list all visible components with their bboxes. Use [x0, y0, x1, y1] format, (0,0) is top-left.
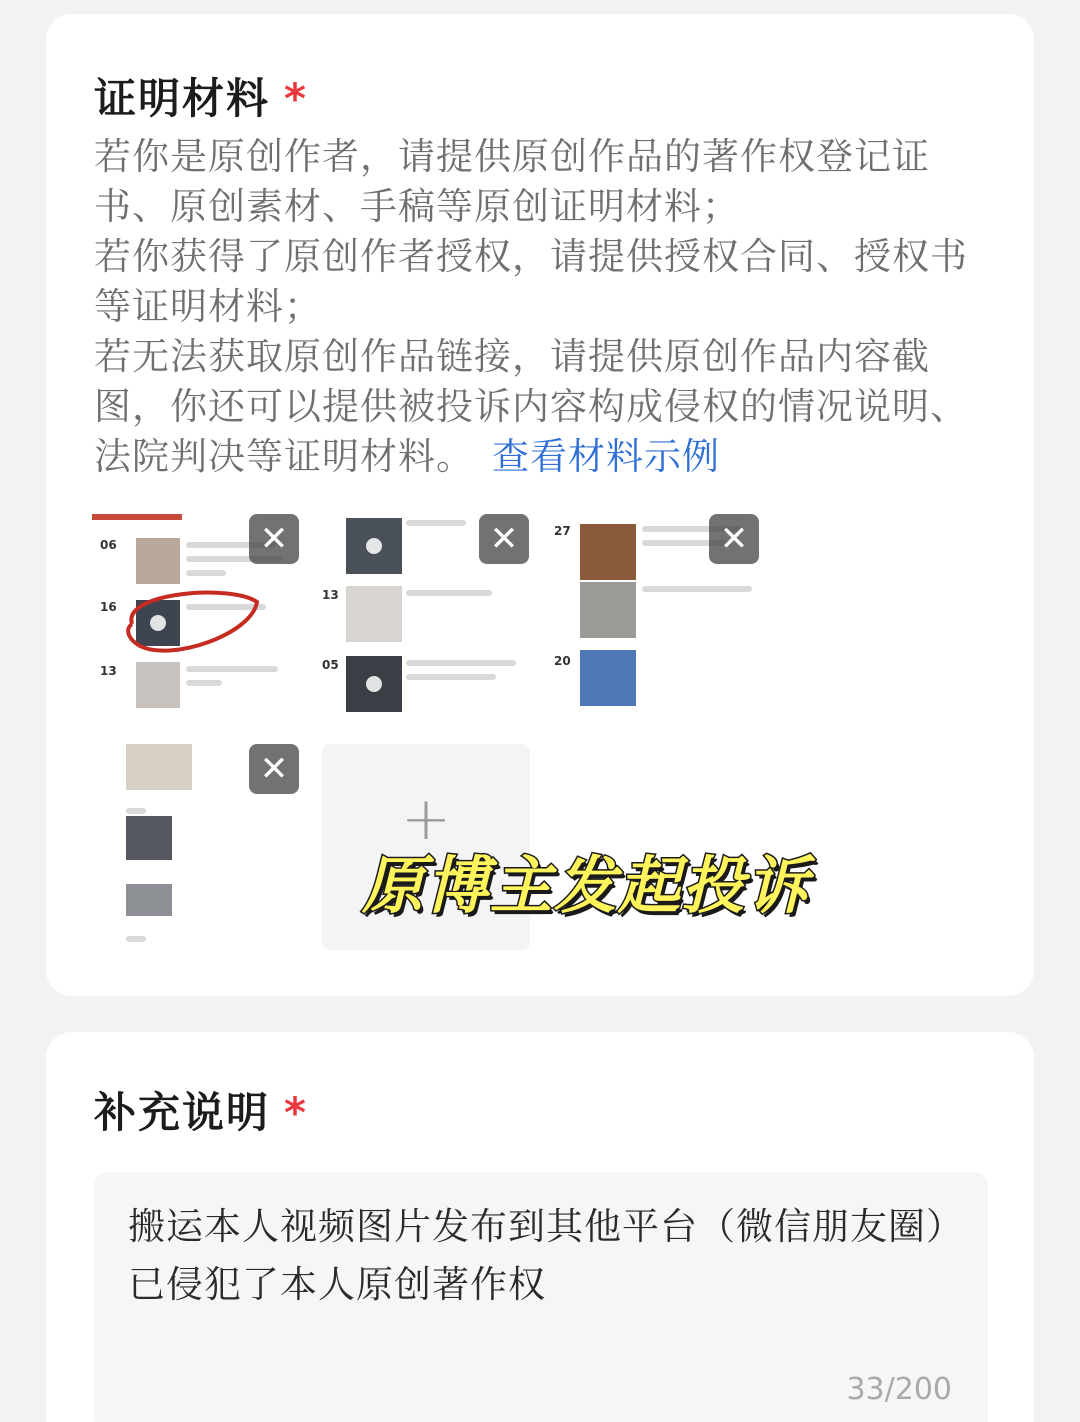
proof-materials-card	[46, 14, 1034, 996]
required-mark: *	[284, 74, 308, 123]
thumb-date-label: 13	[100, 664, 117, 678]
red-circle-annotation	[112, 584, 262, 660]
image-content-block	[126, 816, 172, 860]
image-content-strip	[92, 514, 182, 520]
proof-section-title	[94, 66, 308, 126]
image-content-block	[580, 650, 636, 706]
proof-desc-line-3	[94, 332, 974, 482]
close-icon: ✕	[259, 519, 289, 559]
thumb-date-label: 13	[322, 588, 339, 602]
proof-title-text: 证明材料	[94, 74, 271, 123]
delete-image-3-button[interactable]	[709, 514, 759, 564]
note-textarea[interactable]	[94, 1172, 988, 1422]
note-section-title	[94, 1080, 308, 1140]
thumb-date-label: 06	[100, 538, 117, 552]
image-content-block	[136, 662, 180, 708]
image-content-line	[186, 680, 222, 686]
image-content-line	[406, 590, 492, 596]
close-icon: ✕	[489, 519, 519, 559]
proof-desc-line-1: 若你是原创作者，请提供原创作品的著作权登记证书、原创素材、手稿等原创证明材料；	[94, 135, 930, 228]
image-content-line	[406, 520, 466, 526]
supplementary-note-card	[46, 1032, 1034, 1422]
image-content-block	[580, 524, 636, 580]
image-content-line	[126, 808, 146, 814]
note-title-text: 补充说明	[94, 1088, 271, 1137]
delete-image-1-button[interactable]	[249, 514, 299, 564]
close-icon: ✕	[259, 749, 289, 789]
image-content-line	[186, 666, 278, 672]
proof-description	[94, 132, 974, 482]
overlay-caption: 原博主发起投诉	[362, 849, 811, 922]
thumb-date-label: 16	[100, 600, 117, 614]
image-content-line	[126, 936, 146, 942]
play-icon	[366, 538, 382, 554]
plus-icon: +	[400, 784, 452, 854]
proof-desc-line-2: 若你获得了原创作者授权，请提供授权合同、授权书等证明材料；	[94, 235, 968, 328]
thumb-date-label: 27	[554, 524, 571, 538]
image-content-line	[186, 570, 226, 576]
image-content-line	[406, 674, 496, 680]
proof-desc-line-3-text: 若无法获取原创作品链接，请提供原创作品内容截图，你还可以提供被投诉内容构成侵权的情况说明、法院判决等证明材料。	[94, 335, 968, 478]
close-icon: ✕	[719, 519, 749, 559]
note-text-value[interactable]: 搬运本人视频图片发布到其他平台（微信朋友圈）已侵犯了本人原创著作权	[128, 1205, 946, 1306]
play-icon	[366, 676, 382, 692]
view-example-link[interactable]: 查看材料示例	[492, 435, 720, 478]
image-content-block	[126, 884, 172, 916]
char-counter: 33/200	[846, 1372, 952, 1407]
image-content-block	[126, 744, 192, 790]
image-content-line	[406, 660, 516, 666]
delete-image-4-button[interactable]	[249, 744, 299, 794]
required-mark: *	[284, 1088, 308, 1137]
image-content-line	[642, 586, 752, 592]
delete-image-2-button[interactable]	[479, 514, 529, 564]
image-content-block	[580, 582, 636, 638]
thumb-date-label: 20	[554, 654, 571, 668]
image-content-block	[346, 586, 402, 642]
image-content-block	[136, 538, 180, 584]
thumb-date-label: 05	[322, 658, 339, 672]
